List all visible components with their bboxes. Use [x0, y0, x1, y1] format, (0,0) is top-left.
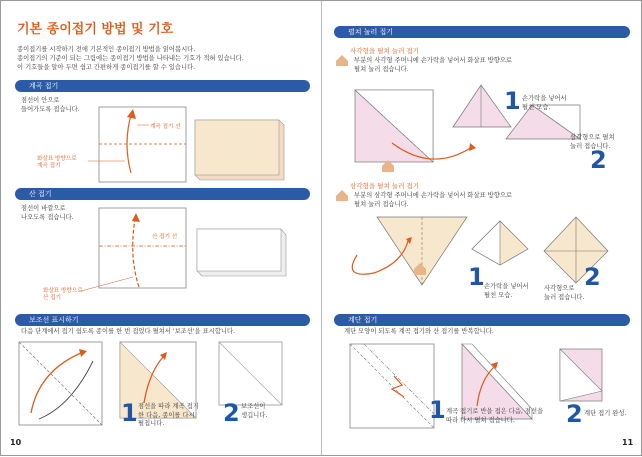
squash-step1-number: 1 [504, 87, 521, 115]
squash-step3-text: 손가락을 넣어서 펼친 모습. [484, 283, 529, 299]
page-number: 11 [622, 438, 634, 447]
guide-step1-text: 점선을 따라 계곡 접기 한 다음, 종이를 다시 펼칩니다. [138, 403, 199, 427]
guide-desc: 다음 단계에서 접기 쉽도록 종이를 한 번 접었다 펼쳐서 '보조선'을 표시합니다. [21, 328, 236, 335]
step-step2-number: 2 [566, 400, 583, 428]
valley-desc: 점선이 안으로 들어가도록 접습니다. [21, 97, 80, 113]
squash-step3-number: 1 [468, 263, 485, 291]
section-header-guide: 보조선 표시하기 [15, 314, 310, 326]
guide-step1-number: 1 [121, 399, 138, 427]
mountain-desc: 점선이 바깥으로 나오도록 접습니다. [21, 205, 74, 221]
squash-sub2: 삼각형을 펼쳐 눌러 접기 [350, 182, 419, 190]
squash-sub2-desc: 부분의 삼각형 주머니에 손가락을 넣어서 화살표 방향으로 펼쳐 눌러 접습니다. [354, 192, 512, 208]
squash-step2-number: 2 [590, 146, 607, 174]
squash-step1-text: 손가락을 넣어서 펼친 모습. [522, 95, 567, 111]
squash-step4-number: 2 [584, 263, 601, 291]
step-step2-text: 계단 접기 완성. [584, 410, 627, 417]
squash-step4-text: 사각형으로 눌러 접습니다. [544, 285, 585, 301]
step-step1-number: 1 [429, 396, 446, 424]
intro-text: 종이접기를 시작하기 전에 기본적인 종이접기 방법을 읽어봅시다. 종이접기의 기준이 되는 그림에는 종이접기 방법을 나타내는 기호가 적혀 있습니다. 이 기호들을 알아 두면 쉽고 간편하게 종이접기를 할 수 있습니다. [17, 46, 244, 71]
right-page [322, 1, 641, 455]
guide-step2-text: 보조선이 생깁니다. [241, 403, 268, 419]
guide-diagram [1, 1, 321, 457]
guide-step2-number: 2 [223, 399, 240, 427]
mountain-fold-label: 산 접기 선 [152, 234, 178, 240]
section-header-valley: 계곡 접기 [15, 80, 310, 92]
left-page [1, 1, 321, 455]
squash-step2-text: 삼각형으로 펼쳐 눌러 접습니다. [570, 134, 615, 150]
squash-sub1-desc: 부분의 사각형 주머니에 손가락을 넣어서 화살표 방향으로 펼쳐 눌러 접습니다. [354, 57, 512, 73]
step-desc: 계단 모양이 되도록 계곡 접기와 산 접기를 반복합니다. [344, 328, 494, 335]
section-header-mountain: 산 접기 [15, 188, 310, 200]
section-header-step: 계단 접기 [334, 314, 630, 326]
page-number: 10 [10, 438, 22, 447]
valley-fold-label: 계곡 접기 선 [150, 124, 181, 130]
page-title: 기본 종이접기 방법 및 기호 [17, 22, 174, 37]
step-fold-diagram [322, 1, 642, 457]
mountain-arrow-label: 화살표 방향으로 산 접기 [43, 288, 83, 301]
valley-arrow-label: 화살표 방향으로 계곡 접기 [37, 156, 77, 169]
squash-sub1: 사각형을 펼쳐 눌러 접기 [350, 47, 419, 55]
step-step1-text: 계곡 접기로 반을 접은 다음, 점선을 따라 다시 펼쳐 접습니다. [446, 408, 544, 424]
section-header-squash: 펼쳐 눌러 접기 [334, 26, 630, 38]
